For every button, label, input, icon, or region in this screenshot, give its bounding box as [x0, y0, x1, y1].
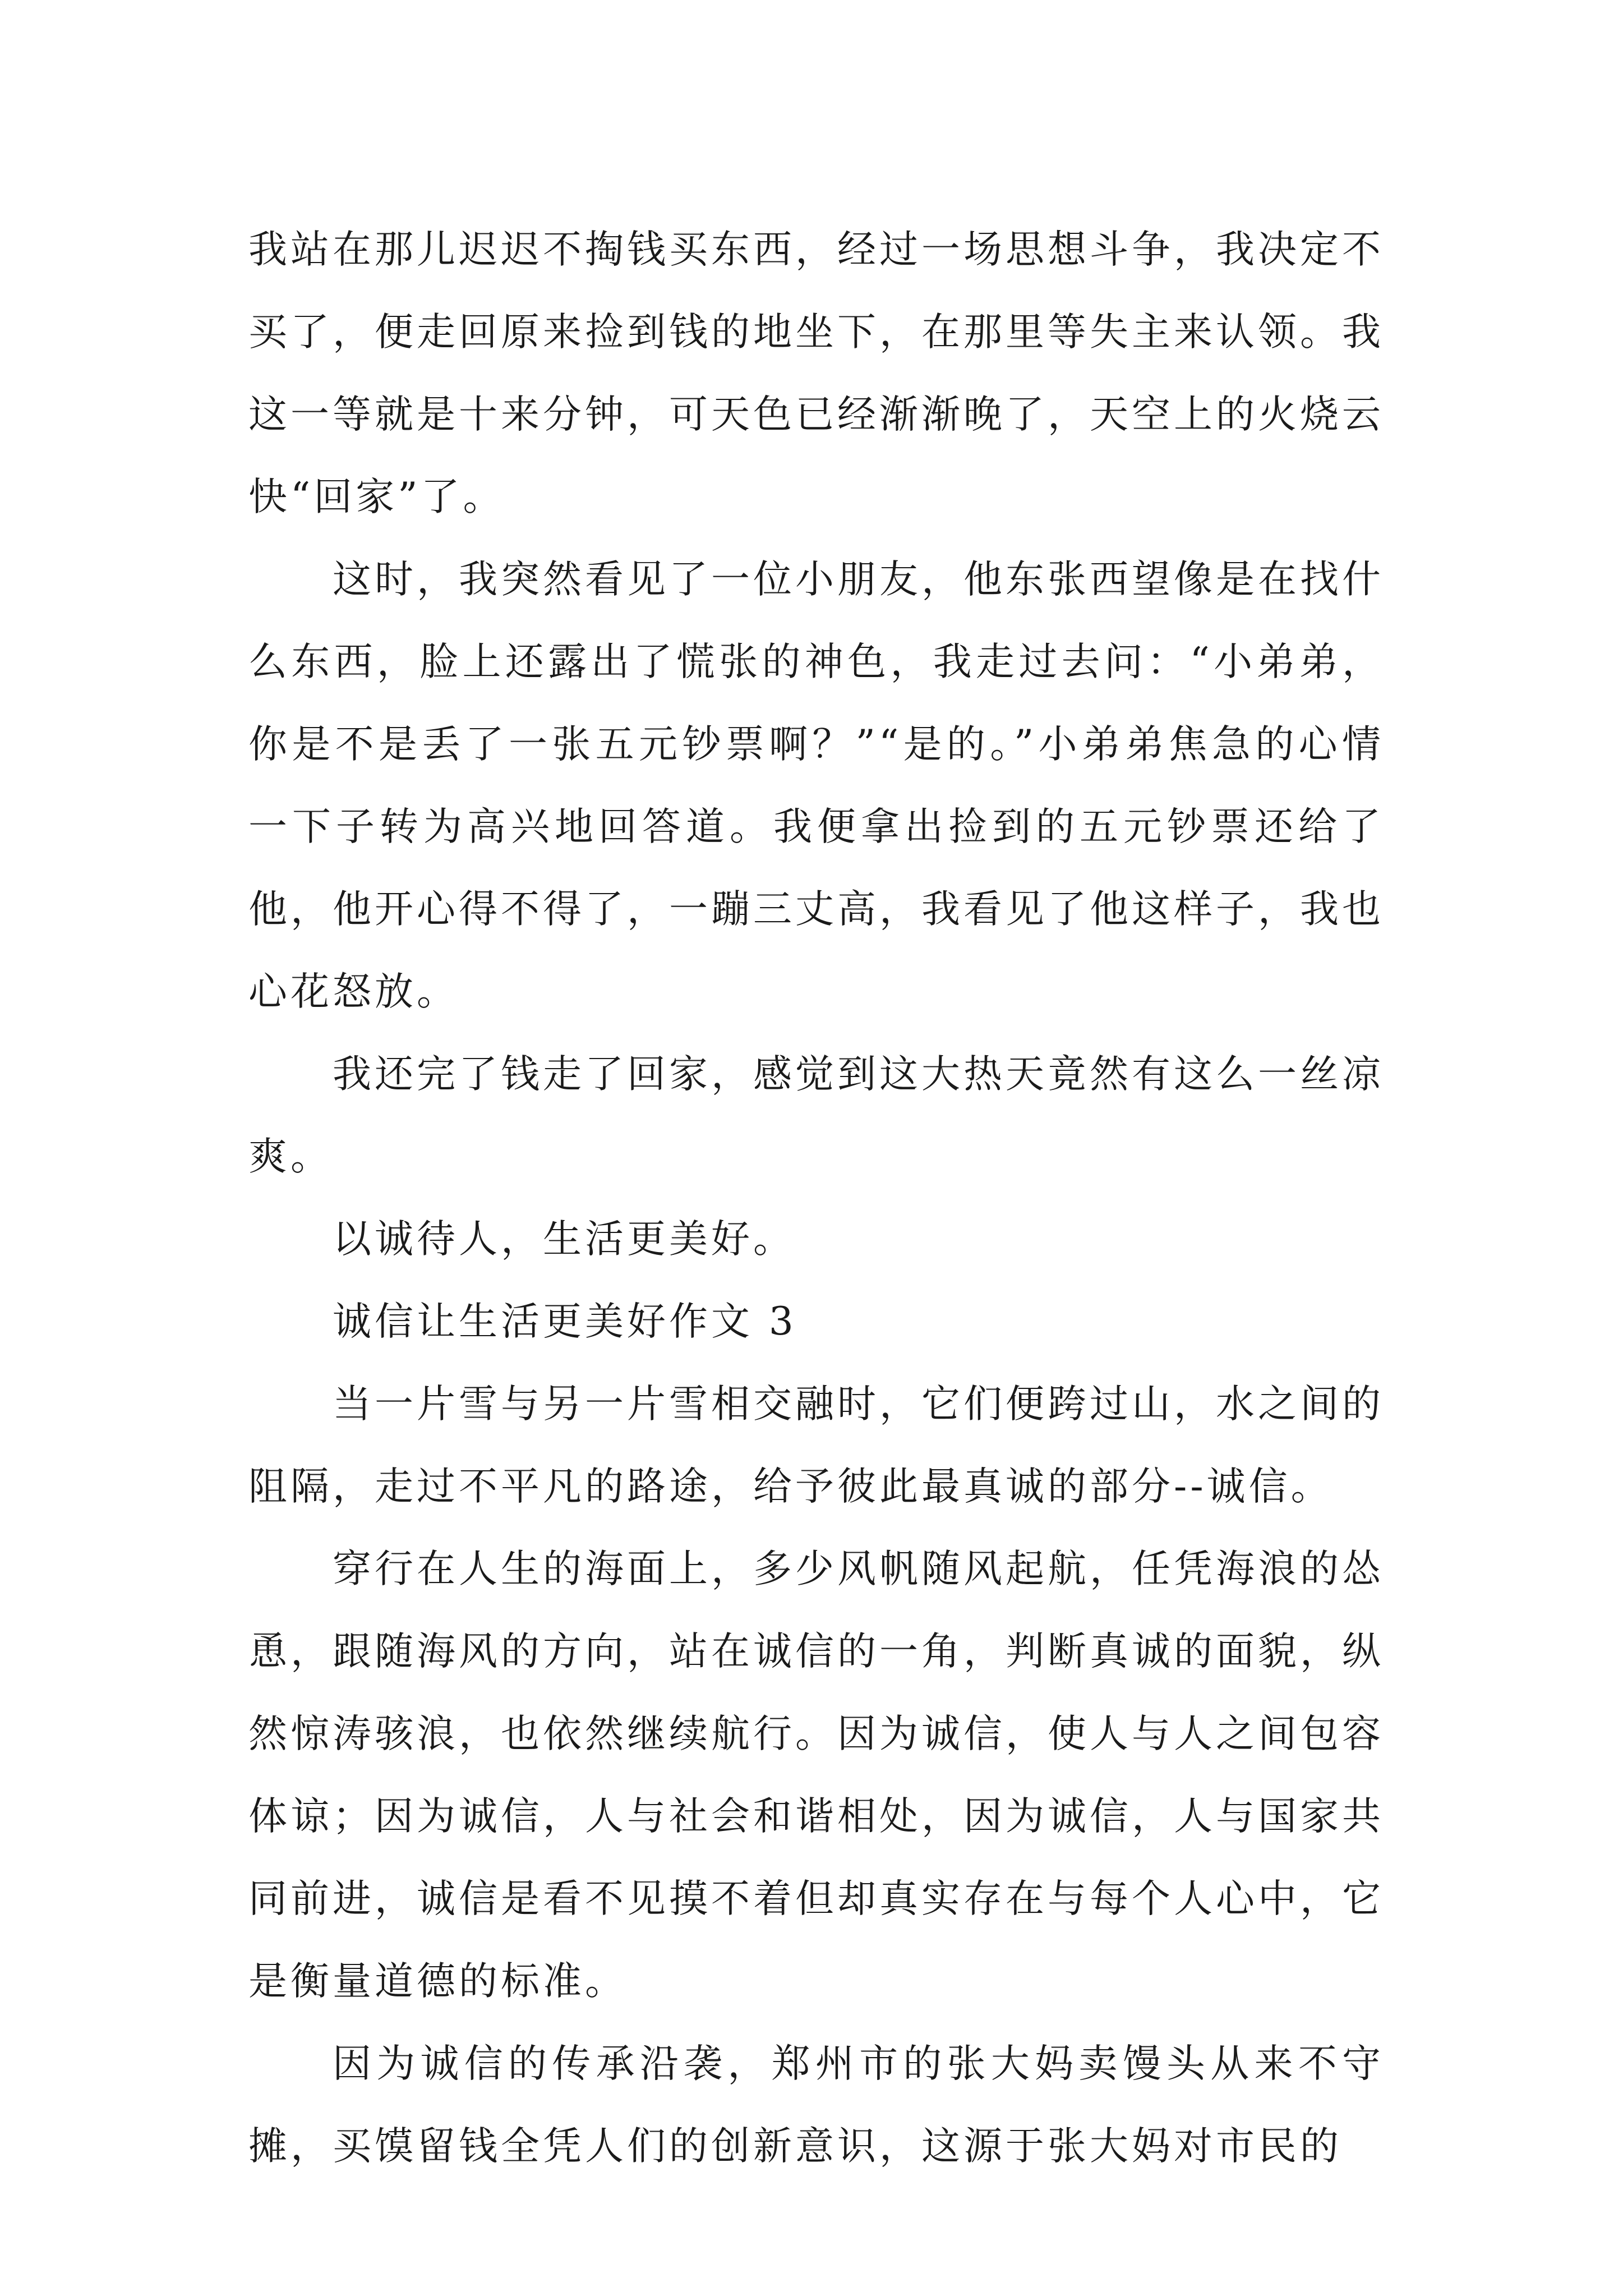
paragraph-1: 我站在那儿迟迟不掏钱买东西，经过一场思想斗争，我决定不买了，便走回原来捡到钱的地坐下，在那里等失主来认领。我这一等就是十来分钟，可天色已经渐渐晚了，天空上的火烧云快“回家”了。	[248, 227, 1384, 519]
paragraph-3: 我还完了钱走了回家，感觉到这大热天竟然有这么一丝凉爽。	[248, 1052, 1384, 1179]
paragraph-8: 因为诚信的传承沿袭，郑州市的张大妈卖馒头从来不守摊，买馍留钱全凭人们的创新意识，这源于张大妈对市民的	[248, 2041, 1384, 2169]
essay-heading: 诚信让生活更美好作文 3	[333, 1299, 797, 1344]
paragraph-4: 以诚待人，生活更美好。	[333, 1217, 795, 1262]
paragraph-6: 当一片雪与另一片雪相交融时，它们便跨过山，水之间的阻隔，走过不平凡的路途，给予彼此最真诚的部分--诚信。	[248, 1382, 1384, 1509]
paragraph-7: 穿行在人生的海面上，多少风帆随风起航，任凭海浪的怂恿，跟随海风的方向，站在诚信的一角，判断真诚的面貌，纵然惊涛骇浪，也依然继续航行。因为诚信，使人与人之间包容体谅；因为诚信，人与社会和谐相处，因为诚信，人与国家共同前进，诚信是看不见摸不着但却真实存在与每个人心中，它是衡量道德的标准。	[248, 1547, 1384, 2004]
paragraph-2: 这时，我突然看见了一位小朋友，他东张西望像是在找什么东西，脸上还露出了慌张的神色，我走过去问：“小弟弟，你是不是丢了一张五元钞票啊？”“是的。”小弟弟焦急的心情一下子转为高兴地回答道。我便拿出捡到的五元钞票还给了他，他开心得不得了，一蹦三丈高，我看见了他这样子，我也心花怒放。	[248, 557, 1384, 1014]
document-body	[248, 209, 1384, 2188]
